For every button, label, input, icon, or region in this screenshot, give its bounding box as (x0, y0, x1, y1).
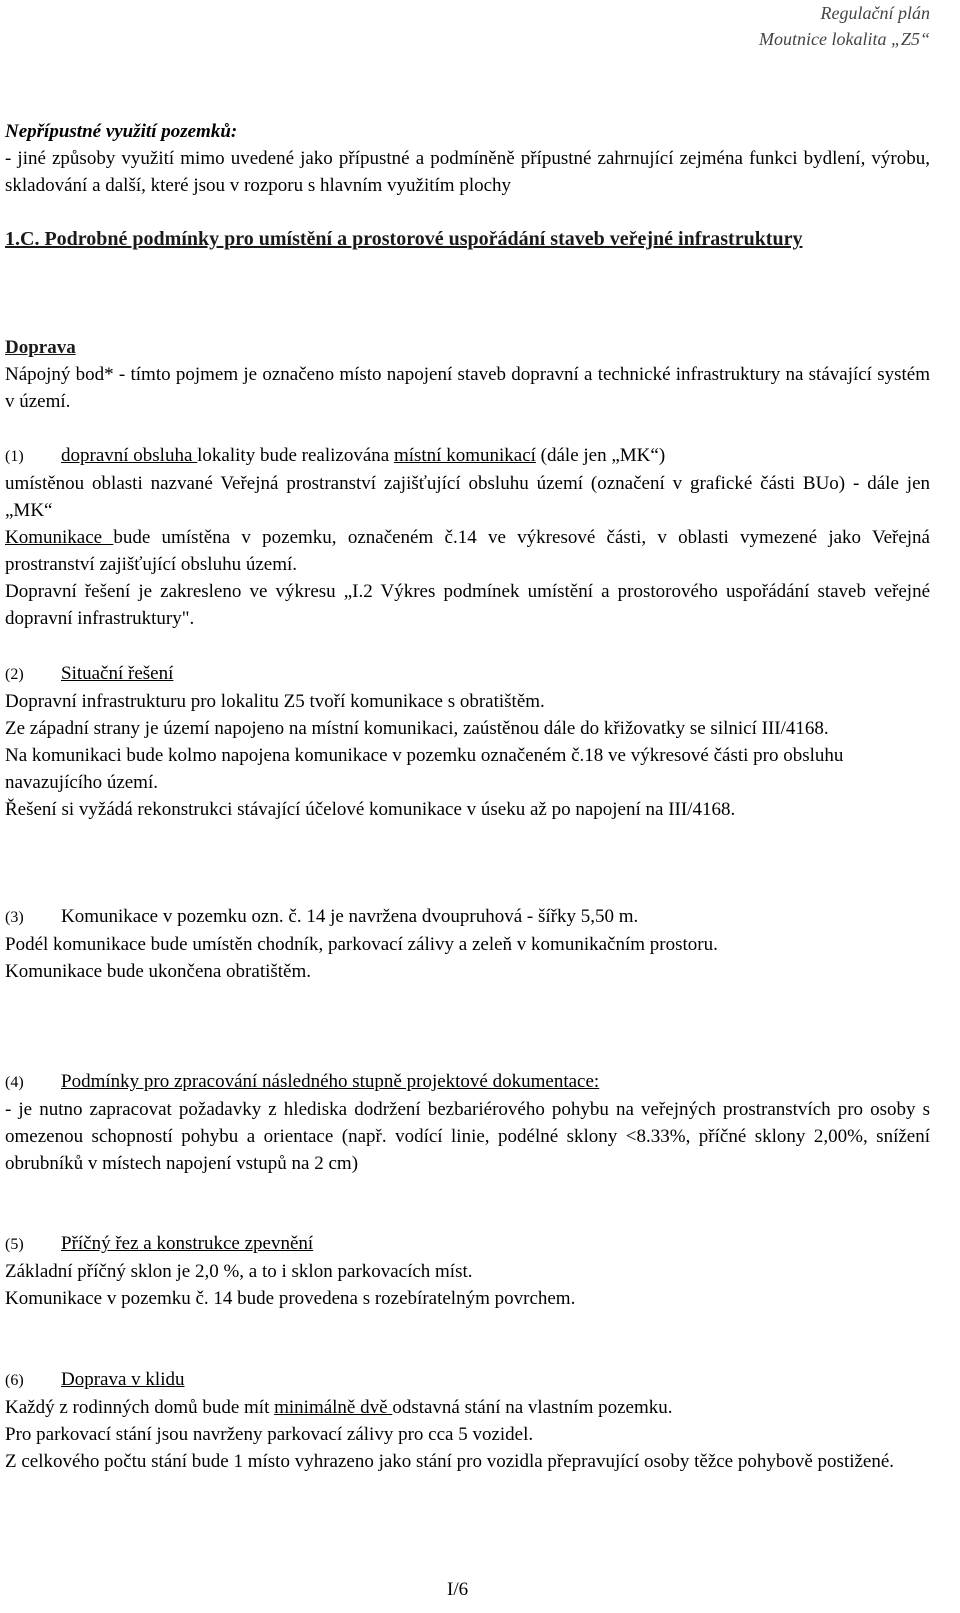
p2-line-4: Řešení si vyžádá rekonstrukci stávající účelové komunikace v úseku až po napojení na III/4168. (5, 799, 736, 820)
p6-line-3: Z celkového počtu stání bude 1 místo vyhrazeno jako stání pro vozidla přepravující osoby těžce pohybově postižené. (5, 1451, 895, 1472)
p3-line-1: Komunikace v pozemku ozn. č. 14 je navržena dvoupruhová - šířky 5,50 m. (61, 906, 639, 927)
p1-underlined-obsluha: dopravní obsluha (61, 445, 198, 466)
header-title: Regulační plán (820, 3, 930, 23)
p2-line-3: Na komunikaci bude kolmo napojena komunikace v pozemku označeném č.18 ve výkresové části pro obsluhu navazujícího území. (5, 745, 844, 793)
doprava-section (5, 334, 930, 415)
p1-underlined-komunikace-2: Komunikace (5, 527, 114, 548)
p2-line-2: Ze západní strany je území napojeno na místní komunikaci, zaústěnou dále do křižovatky se silnicí III/4168. (5, 718, 829, 739)
p5-line-2: Komunikace v pozemku č. 14 bude provedena s rozebíratelným povrchem. (5, 1288, 576, 1309)
nepripustne-text: - jiné způsoby využití mimo uvedené jako přípustné a podmíněně přípustné zahrnující zejména funkci bydlení, výrobu, skladování a další, které jsou v rozporu s hlavním využitím plochy (5, 148, 930, 196)
p6-underlined-minimalne: minimálně dvě (274, 1397, 393, 1418)
paragraph-4-number: (4) (5, 1074, 24, 1091)
paragraph-6-title: Doprava v klidu (61, 1369, 185, 1390)
nepripustne-section (5, 118, 930, 199)
p4-text: - je nutno zapracovat požadavky z hlediska dodržení bezbariérového pohybu na veřejných prostranstvích pro osoby s omezenou schopností pohybu a orientace (např. vodící linie, podélné sklony <8.33%, příčné sklony 2,00%, snížení obrubníků v místech napojení vstupů na 2 cm) (5, 1099, 930, 1174)
p1-text-4: Dopravní řešení je zakresleno ve výkresu „I.2 Výkres podmínek umístění a prostorového uspořádání staveb veřejné dopravní infrastruktury". (5, 581, 930, 629)
paragraph-1 (5, 442, 930, 632)
paragraph-1-number: (1) (5, 448, 24, 465)
paragraph-3-number: (3) (5, 909, 24, 926)
header-subtitle: Moutnice lokalita „Z5“ (759, 29, 930, 49)
doprava-intro: Nápojný bod* - tímto pojmem je označeno místo napojení staveb dopravní a technické infrastruktury na stávající systém v území. (5, 364, 930, 412)
paragraph-3 (5, 903, 930, 985)
section-1c-heading: 1.C. Podrobné podmínky pro umístění a prostorové uspořádání staveb veřejné infrastruktury (5, 228, 803, 250)
paragraph-6-number: (6) (5, 1372, 24, 1389)
section-1c (5, 226, 930, 253)
p5-line-1: Základní příčný sklon je 2,0 %, a to i sklon parkovacích míst. (5, 1261, 473, 1282)
paragraph-6 (5, 1366, 930, 1475)
paragraph-4 (5, 1068, 930, 1177)
page-number: I/6 (447, 1579, 469, 1600)
p2-line-1: Dopravní infrastrukturu pro lokalitu Z5 tvoří komunikace s obratištěm. (5, 691, 545, 712)
document-header (759, 0, 930, 52)
doprava-heading: Doprava (5, 337, 76, 358)
paragraph-2 (5, 660, 930, 823)
p3-line-2: Podél komunikace bude umístěn chodník, parkovací zálivy a zeleň v komunikačním prostoru. (5, 934, 718, 955)
p6-text-2: odstavná stání na vlastním pozemku. (392, 1397, 673, 1418)
p1-text-1: lokality bude realizována (197, 445, 394, 466)
paragraph-2-title: Situační řešení (61, 663, 174, 684)
p1-text-3: bude umístěna v pozemku, označeném č.14 ve výkresové části, v oblasti vymezené jako Veřejná prostranství zajišťující obsluhu území. (5, 527, 930, 575)
p6-line-2: Pro parkovací stání jsou navrženy parkovací zálivy pro cca 5 vozidel. (5, 1424, 534, 1445)
nepripustne-title: Nepřípustné využití pozemků: (5, 121, 238, 142)
p3-line-3: Komunikace bude ukončena obratištěm. (5, 961, 312, 982)
p6-text-1: Každý z rodinných domů bude mít (5, 1397, 275, 1418)
p1-underlined-komunikace: místní komunikací (393, 445, 536, 466)
paragraph-2-number: (2) (5, 666, 24, 683)
paragraph-5-number: (5) (5, 1236, 24, 1253)
p1-text-2: (dále jen „MK“) (535, 445, 666, 466)
paragraph-4-title: Podmínky pro zpracování následného stupně projektové dokumentace: (61, 1071, 600, 1092)
p1-line-2: umístěnou oblasti nazvané Veřejná prostranství zajišťující obsluhu území (označení v grafické části BUo) - dále jen „MK“ (5, 473, 930, 521)
paragraph-5 (5, 1230, 930, 1312)
paragraph-5-title: Příčný řez a konstrukce zpevnění (61, 1233, 314, 1254)
